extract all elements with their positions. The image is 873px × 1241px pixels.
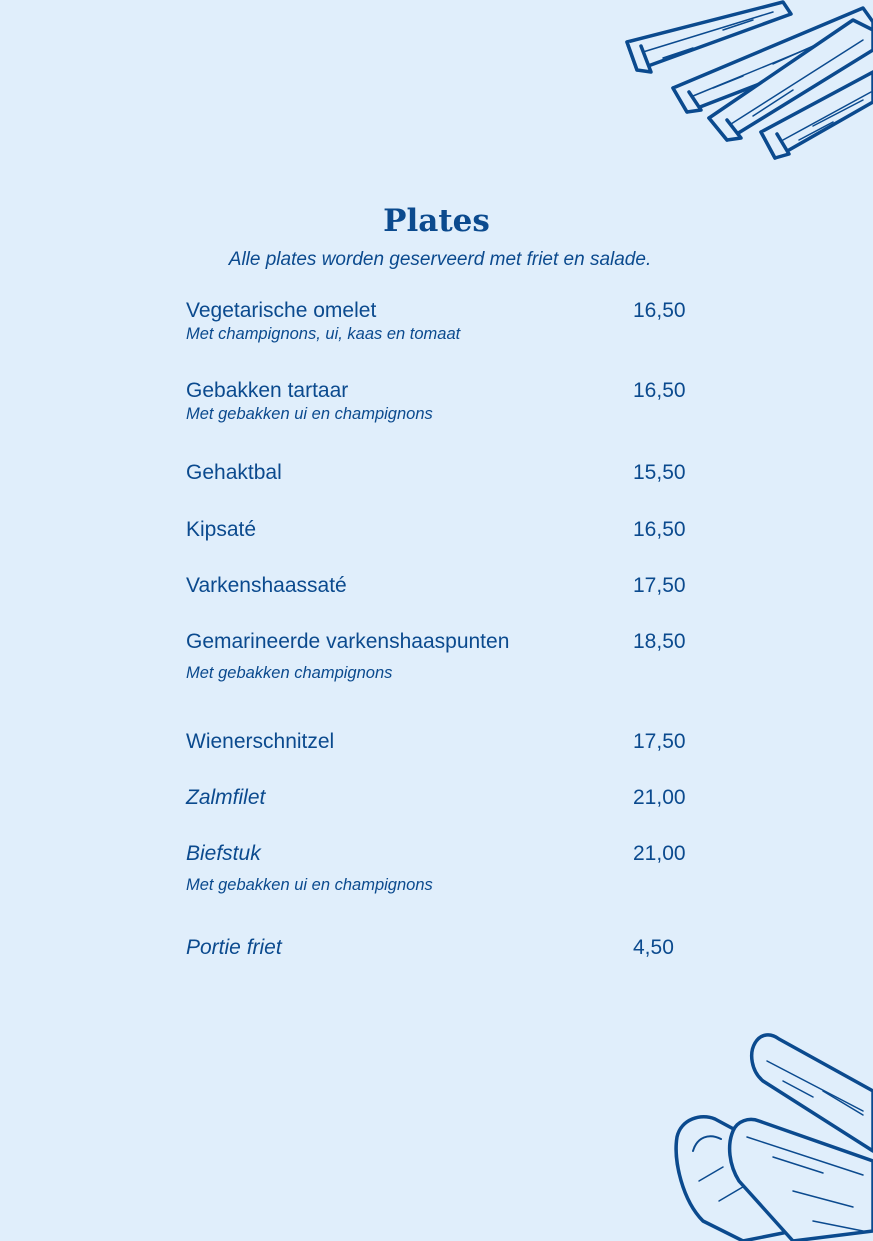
- menu-item: [186, 298, 706, 344]
- page-subtitle: Alle plates worden geserveerd met friet en salade.: [228, 249, 652, 270]
- menu-item-description: Met gebakken ui en champignons: [186, 405, 433, 423]
- menu-item-price: 21,00: [633, 842, 686, 865]
- menu-item-description: Met champignons, ui, kaas en tomaat: [186, 325, 461, 343]
- menu-item: [186, 517, 706, 543]
- menu-item: [186, 841, 706, 895]
- menu-item-price: 15,50: [633, 461, 686, 484]
- menu-item-price: 18,50: [633, 630, 686, 653]
- menu-item-description: Met gebakken champignons: [186, 664, 393, 682]
- menu-item-name: Zalmfilet: [186, 786, 266, 809]
- menu-item-name: Wienerschnitzel: [186, 730, 335, 753]
- menu-item-price: 4,50: [633, 936, 674, 959]
- menu-item-name: Gebakken tartaar: [186, 379, 349, 402]
- menu-item: [186, 935, 706, 961]
- menu-item: [186, 785, 706, 811]
- menu-item-description: Met gebakken ui en champignons: [186, 876, 433, 894]
- menu-item: [186, 460, 706, 486]
- menu-item-name: Varkenshaassaté: [186, 574, 347, 597]
- menu-item-price: 16,50: [633, 299, 686, 322]
- menu-item-price: 16,50: [633, 379, 686, 402]
- menu-item-price: 17,50: [633, 730, 686, 753]
- menu-item-price: 16,50: [633, 518, 686, 541]
- menu-item: [186, 729, 706, 755]
- menu-item-price: 21,00: [633, 786, 686, 809]
- menu-item: [186, 378, 706, 424]
- menu-item: [186, 573, 706, 599]
- menu-item-price: 17,50: [633, 574, 686, 597]
- menu-item-name: Gehaktbal: [186, 461, 282, 484]
- menu-item-name: Kipsaté: [186, 518, 257, 541]
- menu-item-name: Biefstuk: [186, 842, 261, 865]
- menu-item: [186, 629, 706, 683]
- fries-illustration-icon: [623, 0, 873, 170]
- fries-illustration-icon: [663, 1031, 873, 1241]
- menu-item-name: Gemarineerde varkenshaaspunten: [186, 630, 510, 653]
- menu-item-name: Portie friet: [186, 936, 282, 959]
- menu-item-name: Vegetarische omelet: [186, 299, 377, 322]
- page-title: Plates: [383, 203, 490, 239]
